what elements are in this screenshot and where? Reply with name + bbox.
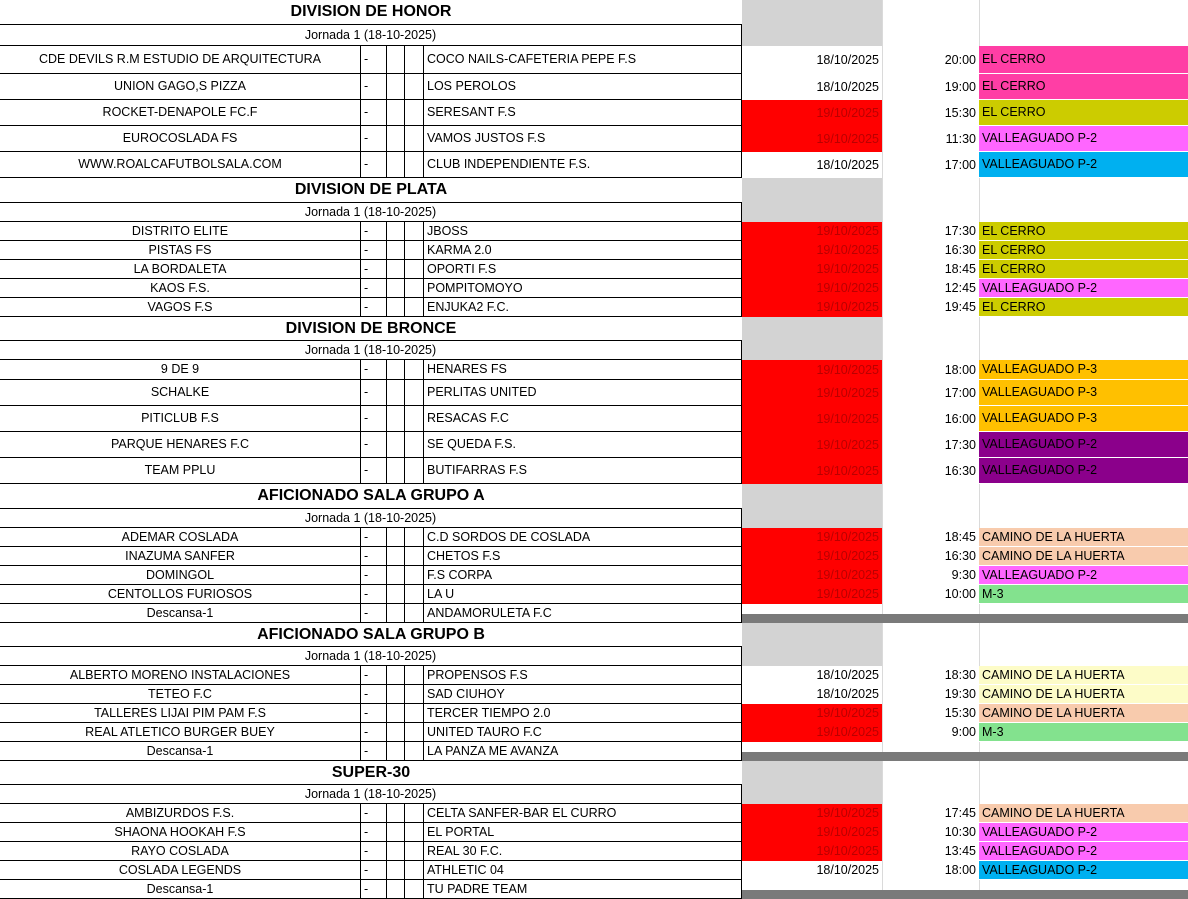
match-venue: VALLEAGUADO P-2 [979,842,1188,861]
score-cell [387,152,405,178]
match-time: 15:30 [944,105,976,120]
match-date: 19/10/2025 [742,298,882,317]
match-venue: VALLEAGUADO P-2 [979,152,1188,178]
match-date: 19/10/2025 [742,566,882,585]
match-time: 17:45 [944,806,976,821]
score-cell [405,432,424,458]
match-venue: VALLEAGUADO P-2 [979,823,1188,842]
home-team: RAYO COSLADA [0,842,361,861]
away-team: VAMOS JUSTOS F.S [424,126,742,152]
jornada-label: Jornada 1 (18-10-2025) [0,646,742,666]
match-separator: - [361,100,387,126]
home-team: SHAONA HOOKAH F.S [0,823,361,842]
match-date: 19/10/2025 [742,547,882,566]
score-cell [387,126,405,152]
match-separator: - [361,528,387,547]
match-separator: - [361,260,387,279]
score-cell [405,547,424,566]
home-team: KAOS F.S. [0,279,361,298]
score-cell [387,823,405,842]
score-cell [405,842,424,861]
score-cell [387,861,405,880]
header-gray-cell [742,761,882,804]
away-team: LA PANZA ME AVANZA [424,742,742,761]
score-cell [405,260,424,279]
score-cell [405,152,424,178]
header-gray-cell [742,484,882,528]
score-cell [405,723,424,742]
home-team: Descansa-1 [0,742,361,761]
home-team: UNION GAGO,S PIZZA [0,74,361,100]
rest-bar [742,890,1188,899]
score-cell [387,380,405,406]
section-title: SUPER-30 [331,763,411,781]
score-cell [387,46,405,74]
score-cell [405,666,424,685]
score-cell [405,804,424,823]
score-cell [387,279,405,298]
home-team: EUROCOSLADA FS [0,126,361,152]
score-cell [387,685,405,704]
match-venue: EL CERRO [979,241,1188,260]
score-cell [405,46,424,74]
score-cell [405,566,424,585]
match-time: 15:30 [944,706,976,721]
match-separator: - [361,458,387,484]
match-time: 16:00 [944,411,976,426]
home-team: PISTAS FS [0,241,361,260]
score-cell [405,241,424,260]
home-team: INAZUMA SANFER [0,547,361,566]
match-date: 19/10/2025 [742,260,882,279]
match-venue: CAMINO DE LA HUERTA [979,528,1188,547]
match-venue: EL CERRO [979,260,1188,279]
away-team: TU PADRE TEAM [424,880,742,899]
rest-bar [742,614,1188,623]
match-date: 19/10/2025 [742,704,882,723]
away-team: KARMA 2.0 [424,241,742,260]
jornada-label: Jornada 1 (18-10-2025) [0,24,742,46]
score-cell [405,604,424,623]
score-cell [387,804,405,823]
match-time: 19:30 [944,687,976,702]
score-cell [387,528,405,547]
match-time: 17:30 [944,224,976,239]
away-team: ENJUKA2 F.C. [424,298,742,317]
match-separator: - [361,823,387,842]
match-time: 17:00 [944,385,976,400]
score-cell [387,604,405,623]
away-team: F.S CORPA [424,566,742,585]
score-cell [405,126,424,152]
away-team: RESACAS F.C [424,406,742,432]
match-venue: CAMINO DE LA HUERTA [979,704,1188,723]
away-team: CELTA SANFER-BAR EL CURRO [424,804,742,823]
match-venue: EL CERRO [979,100,1188,126]
away-team: SERESANT F.S [424,100,742,126]
away-team: ANDAMORULETA F.C [424,604,742,623]
home-team: ROCKET-DENAPOLE FC.F [0,100,361,126]
score-cell [387,585,405,604]
match-venue: VALLEAGUADO P-2 [979,861,1188,880]
match-separator: - [361,566,387,585]
score-cell [405,74,424,100]
score-cell [405,742,424,761]
match-date: 18/10/2025 [816,79,879,94]
home-team: PARQUE HENARES F.C [0,432,361,458]
match-time: 17:30 [944,437,976,452]
away-team: PERLITAS UNITED [424,380,742,406]
home-team: DOMINGOL [0,566,361,585]
match-separator: - [361,380,387,406]
header-gray-cell [742,0,882,46]
score-cell [387,360,405,380]
home-team: ALBERTO MORENO INSTALACIONES [0,666,361,685]
match-date: 18/10/2025 [816,157,879,172]
match-time: 9:00 [951,725,976,740]
score-cell [405,279,424,298]
match-date: 18/10/2025 [816,687,879,702]
match-time: 10:30 [944,825,976,840]
match-time: 18:45 [944,530,976,545]
score-cell [405,380,424,406]
match-time: 18:45 [944,262,976,277]
home-team: Descansa-1 [0,604,361,623]
section-title: AFICIONADO SALA GRUPO A [257,487,485,504]
match-venue: VALLEAGUADO P-2 [979,566,1188,585]
score-cell [387,723,405,742]
away-team: OPORTI F.S [424,260,742,279]
match-separator: - [361,152,387,178]
match-date: 19/10/2025 [742,842,882,861]
match-venue: VALLEAGUADO P-3 [979,406,1188,432]
match-separator: - [361,279,387,298]
away-team: CHETOS F.S [424,547,742,566]
home-team: REAL ATLETICO BURGER BUEY [0,723,361,742]
match-date: 19/10/2025 [742,585,882,604]
score-cell [405,685,424,704]
match-venue: CAMINO DE LA HUERTA [979,685,1188,704]
match-date: 19/10/2025 [742,360,882,380]
match-date: 19/10/2025 [742,406,882,432]
section-title: AFICIONADO SALA GRUPO B [257,625,485,643]
rest-bar [742,752,1188,761]
match-separator: - [361,241,387,260]
match-separator: - [361,222,387,241]
match-venue: EL CERRO [979,46,1188,74]
match-time: 18:00 [944,362,976,377]
match-time: 10:00 [944,587,976,602]
score-cell [387,222,405,241]
score-cell [387,100,405,126]
match-venue: CAMINO DE LA HUERTA [979,804,1188,823]
match-date: 19/10/2025 [742,241,882,260]
score-cell [405,704,424,723]
score-cell [387,432,405,458]
score-cell [405,528,424,547]
home-team: DISTRITO ELITE [0,222,361,241]
match-separator: - [361,46,387,74]
match-separator: - [361,406,387,432]
home-team: WWW.ROALCAFUTBOLSALA.COM [0,152,361,178]
home-team: PITICLUB F.S [0,406,361,432]
away-team: JBOSS [424,222,742,241]
home-team: TALLERES LIJAI PIM PAM F.S [0,704,361,723]
match-time: 11:30 [945,131,976,146]
home-team: LA BORDALETA [0,260,361,279]
match-separator: - [361,880,387,899]
match-venue: VALLEAGUADO P-2 [979,126,1188,152]
match-time: 20:00 [944,52,976,67]
score-cell [405,861,424,880]
score-cell [405,100,424,126]
match-date: 19/10/2025 [742,432,882,458]
match-venue: M-3 [979,585,1188,604]
away-team: HENARES FS [424,360,742,380]
match-date: 19/10/2025 [742,723,882,742]
jornada-label: Jornada 1 (18-10-2025) [0,508,742,528]
match-date: 19/10/2025 [742,279,882,298]
header-gray-cell [742,317,882,360]
match-date: 19/10/2025 [742,126,882,152]
match-time: 17:00 [944,157,976,172]
match-time: 18:30 [944,668,976,683]
match-venue: M-3 [979,723,1188,742]
score-cell [387,406,405,432]
match-venue: VALLEAGUADO P-2 [979,432,1188,458]
away-team: COCO NAILS-CAFETERIA PEPE F.S [424,46,742,74]
match-separator: - [361,685,387,704]
score-cell [387,880,405,899]
match-venue: VALLEAGUADO P-2 [979,458,1188,484]
match-venue: EL CERRO [979,298,1188,317]
away-team: CLUB INDEPENDIENTE F.S. [424,152,742,178]
away-team: TERCER TIEMPO 2.0 [424,704,742,723]
away-team: BUTIFARRAS F.S [424,458,742,484]
score-cell [405,222,424,241]
match-separator: - [361,804,387,823]
score-cell [387,260,405,279]
match-separator: - [361,126,387,152]
match-venue: VALLEAGUADO P-2 [979,279,1188,298]
match-date: 19/10/2025 [742,804,882,823]
home-team: SCHALKE [0,380,361,406]
match-time: 16:30 [944,243,976,258]
match-venue: CAMINO DE LA HUERTA [979,547,1188,566]
away-team: POMPITOMOYO [424,279,742,298]
match-time: 19:45 [944,300,976,315]
away-team: UNITED TAURO F.C [424,723,742,742]
score-cell [387,458,405,484]
match-date: 18/10/2025 [816,52,879,67]
section-title: DIVISION DE PLATA [294,181,448,198]
score-cell [405,406,424,432]
match-venue: EL CERRO [979,74,1188,100]
match-date: 19/10/2025 [742,222,882,241]
score-cell [405,298,424,317]
match-separator: - [361,585,387,604]
section-title: DIVISION DE HONOR [290,3,452,20]
score-cell [387,842,405,861]
jornada-label: Jornada 1 (18-10-2025) [0,340,742,360]
match-separator: - [361,842,387,861]
match-date: 18/10/2025 [816,668,879,683]
match-time: 18:00 [944,863,976,878]
home-team: TETEO F.C [0,685,361,704]
away-team: C.D SORDOS DE COSLADA [424,528,742,547]
header-gray-cell [742,178,882,222]
jornada-label: Jornada 1 (18-10-2025) [0,202,742,222]
away-team: REAL 30 F.C. [424,842,742,861]
match-time: 19:00 [944,79,976,94]
score-cell [387,704,405,723]
jornada-label: Jornada 1 (18-10-2025) [0,784,742,804]
away-team: SE QUEDA F.S. [424,432,742,458]
score-cell [405,458,424,484]
header-gray-cell [742,623,882,666]
score-cell [387,74,405,100]
score-cell [387,298,405,317]
home-team: VAGOS F.S [0,298,361,317]
home-team: COSLADA LEGENDS [0,861,361,880]
away-team: LA U [424,585,742,604]
home-team: 9 DE 9 [0,360,361,380]
match-separator: - [361,704,387,723]
score-cell [405,360,424,380]
home-team: TEAM PPLU [0,458,361,484]
match-time: 12:45 [944,281,976,296]
match-separator: - [361,298,387,317]
score-cell [387,241,405,260]
match-time: 16:30 [944,463,976,478]
away-team: LOS PEROLOS [424,74,742,100]
match-date: 19/10/2025 [742,823,882,842]
home-team: Descansa-1 [0,880,361,899]
home-team: ADEMAR COSLADA [0,528,361,547]
away-team: SAD CIUHOY [424,685,742,704]
match-separator: - [361,360,387,380]
home-team: CDE DEVILS R.M ESTUDIO DE ARQUITECTURA [0,46,361,74]
match-separator: - [361,432,387,458]
match-date: 19/10/2025 [742,380,882,406]
score-cell [387,666,405,685]
match-separator: - [361,861,387,880]
score-cell [387,547,405,566]
match-date: 18/10/2025 [816,863,879,878]
match-venue: VALLEAGUADO P-3 [979,360,1188,380]
away-team: PROPENSOS F.S [424,666,742,685]
match-separator: - [361,723,387,742]
match-venue: EL CERRO [979,222,1188,241]
away-team: EL PORTAL [424,823,742,842]
score-cell [387,566,405,585]
match-time: 13:45 [944,844,976,859]
match-separator: - [361,742,387,761]
match-date: 19/10/2025 [742,528,882,547]
match-date: 19/10/2025 [742,458,882,484]
match-date: 19/10/2025 [742,100,882,126]
home-team: CENTOLLOS FURIOSOS [0,585,361,604]
score-cell [405,880,424,899]
score-cell [405,585,424,604]
match-venue: VALLEAGUADO P-3 [979,380,1188,406]
match-separator: - [361,74,387,100]
score-cell [387,742,405,761]
away-team: ATHLETIC 04 [424,861,742,880]
score-cell [405,823,424,842]
match-separator: - [361,604,387,623]
match-venue: CAMINO DE LA HUERTA [979,666,1188,685]
match-separator: - [361,666,387,685]
match-time: 9:30 [951,568,976,583]
match-time: 16:30 [944,549,976,564]
home-team: AMBIZURDOS F.S. [0,804,361,823]
section-title: DIVISION DE BRONCE [285,319,457,337]
match-separator: - [361,547,387,566]
